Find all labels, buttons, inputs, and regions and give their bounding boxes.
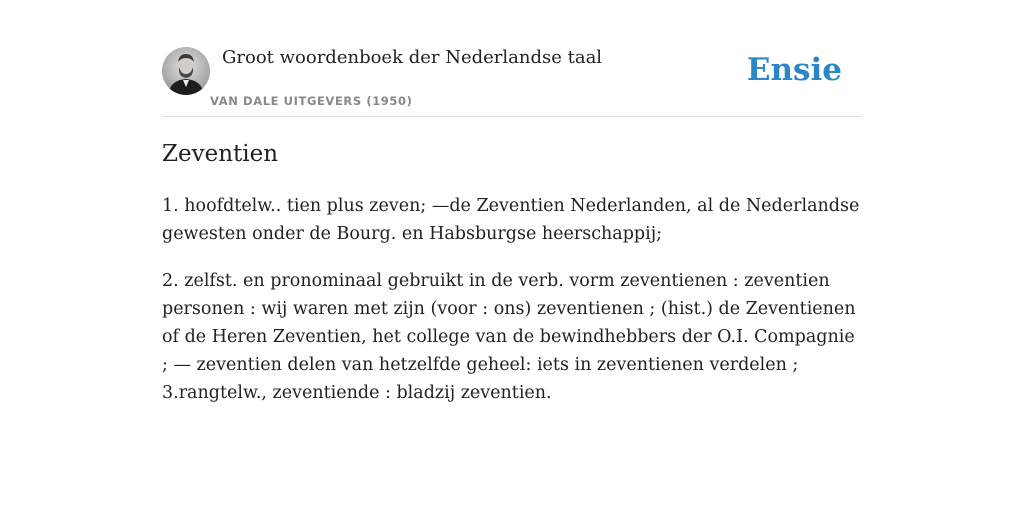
definition-paragraph: 2. zelfst. en pronominaal gebruikt in de verb. vorm zeventienen : zeventien personen : wij waren met zijn (voor : ons) zeventienen ; (hist.) de Zeventienen of de Heren Zeventien, het college van de bewindhebbers der O.I. Compagnie ; — zeventien delen van hetzelfde geheel: iets in zeventienen verdelen ; 3.rangtelw., zeventiende : bladzij zeventien. — [162, 271, 856, 403]
entry-title: Zeventien — [162, 141, 279, 167]
definition-paragraph: 1. hoofdtelw.. tien plus zeven; —de Zeventien Nederlanden, al de Nederlandse gewesten onder de Bourg. en Habsburgse heerschappij; — [162, 196, 860, 244]
ensie-logo-link[interactable]: Ensie — [746, 52, 842, 88]
book-title[interactable]: Groot woordenboek der Nederlandse taal — [222, 47, 603, 68]
author-portrait-avatar[interactable] — [162, 47, 210, 95]
portrait-icon — [162, 47, 210, 95]
publisher-label: VAN DALE UITGEVERS (1950) — [210, 94, 413, 108]
dictionary-header — [162, 0, 862, 117]
page-container — [162, 0, 862, 403]
